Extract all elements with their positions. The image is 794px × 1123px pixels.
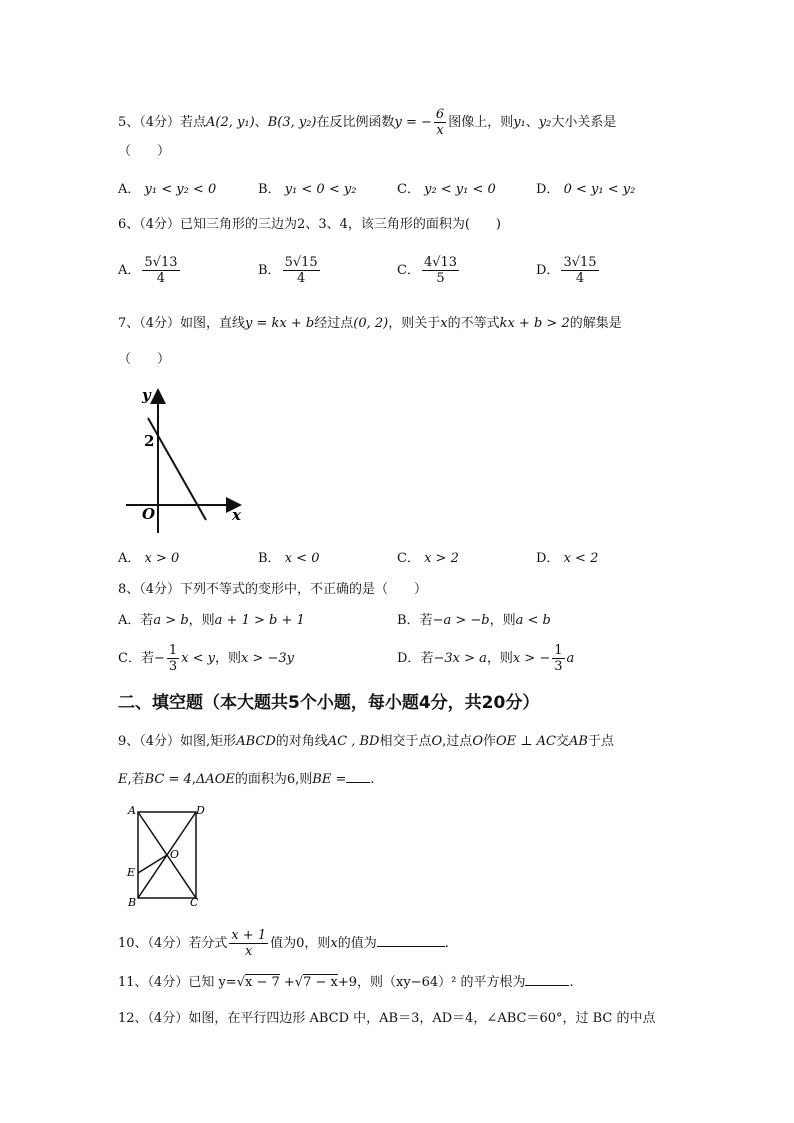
question-11-stem: 11、（4分）已知 y=√x − 7 +√7 − x+9，则（xy−64）² 的平方根为 . xyxy=(118,971,574,993)
fraction-6-over-x: $\frac{6}{x}$ xyxy=(435,107,445,138)
question-9-stem-line2: E,若BC = 4,ΔAOE的面积为6,则BE = . xyxy=(118,768,375,790)
origin-label: O xyxy=(142,505,156,523)
question-7-option-c[interactable]: C． x > 2 xyxy=(397,551,459,566)
question-7-graph xyxy=(118,378,248,538)
question-8-stem: 8、（4分）下列不等式的变形中，不正确的是（ ） xyxy=(118,582,428,597)
question-7-option-b[interactable]: B． x < 0 xyxy=(258,551,320,566)
question-6-stem: 6、（4分）已知三角形的三边为2、3、4，该三角形的面积为( ) xyxy=(118,217,501,232)
section-2-heading: 二、填空题（本大题共5个小题，每小题4分，共20分） xyxy=(118,693,540,713)
question-7-answer-paren: （ ） xyxy=(118,352,171,367)
answer-blank-q9[interactable] xyxy=(346,768,370,783)
question-7-option-a[interactable]: A． x > 0 xyxy=(118,551,180,566)
question-8-option-b[interactable]: B．若−a > −b，则a < b xyxy=(397,613,551,628)
question-9-stem: 9、（4分）如图,矩形ABCD的对角线AC , BD相交于点O,过点O作OE ⊥ AC交AB于点 xyxy=(118,734,614,749)
question-5-option-a[interactable]: A． y₁ < y₂ < 0 xyxy=(118,182,217,197)
question-6-option-d[interactable]: D． $\frac{3√15}{4}$ xyxy=(536,255,597,286)
y-axis-label: y xyxy=(142,386,151,404)
question-6-option-b[interactable]: B． $\frac{5√15}{4}$ xyxy=(258,255,318,286)
fraction-x-plus-1-over-x: $\frac{x + 1}{x}$ xyxy=(231,928,267,959)
vertex-label-d: D xyxy=(196,804,205,817)
question-9-figure xyxy=(122,800,212,912)
sqrt-symbol-1: √ xyxy=(236,975,245,990)
question-5-stem: 5、（4分）若点A(2, y₁)、B(3, y₂)在反比例函数y = − $\frac{6}{x}$ 图像上，则y₁、y₂大小关系是 xyxy=(118,107,617,138)
question-10-stem: 10、（4分）若分式 $\frac{x + 1}{x}$ 值为0，则x的值为 . xyxy=(118,928,449,959)
question-7-stem: 7、（4分）如图，直线y = kx + b经过点(0, 2)，则关于x的不等式kx + b > 2的解集是 xyxy=(118,316,622,331)
question-5-option-d[interactable]: D． 0 < y₁ < y₂ xyxy=(536,182,636,197)
question-6-option-c[interactable]: C． $\frac{4√13}{5}$ xyxy=(397,255,458,286)
point-label-o: O xyxy=(170,848,180,861)
question-7-option-d[interactable]: D． x < 2 xyxy=(536,551,599,566)
question-8-option-d[interactable]: D．若−3x > a，则x > − $\frac{1}{3}$ a xyxy=(397,643,575,674)
question-12-stem: 12、（4分）如图，在平行四边形 ABCD 中，AB＝3，AD＝4，∠ABC＝60°，过 BC 的中点 xyxy=(118,1011,656,1026)
sqrt-symbol-2: √ xyxy=(294,975,304,990)
vertex-label-c: C xyxy=(190,896,199,909)
vertex-label-a: A xyxy=(128,804,136,817)
answer-blank-q11[interactable] xyxy=(525,971,569,986)
vertex-label-b: B xyxy=(128,896,137,909)
point-label-e: E xyxy=(127,866,136,879)
intercept-label: 2 xyxy=(144,432,155,450)
question-6-option-a[interactable]: A． $\frac{5√13}{4}$ xyxy=(118,255,178,286)
question-5-option-b[interactable]: B． y₁ < 0 < y₂ xyxy=(258,182,357,197)
answer-blank-q10[interactable] xyxy=(377,932,445,947)
question-8-option-a[interactable]: A．若a > b，则a + 1 > b + 1 xyxy=(118,613,305,628)
segment-oe xyxy=(138,855,167,873)
x-axis-label: x xyxy=(232,506,241,524)
question-8-option-c[interactable]: C．若− $\frac{1}{3}$ x < y，则x > −3y xyxy=(118,643,295,674)
question-5-answer-paren: （ ） xyxy=(118,144,171,159)
question-5-option-c[interactable]: C． y₂ < y₁ < 0 xyxy=(397,182,496,197)
